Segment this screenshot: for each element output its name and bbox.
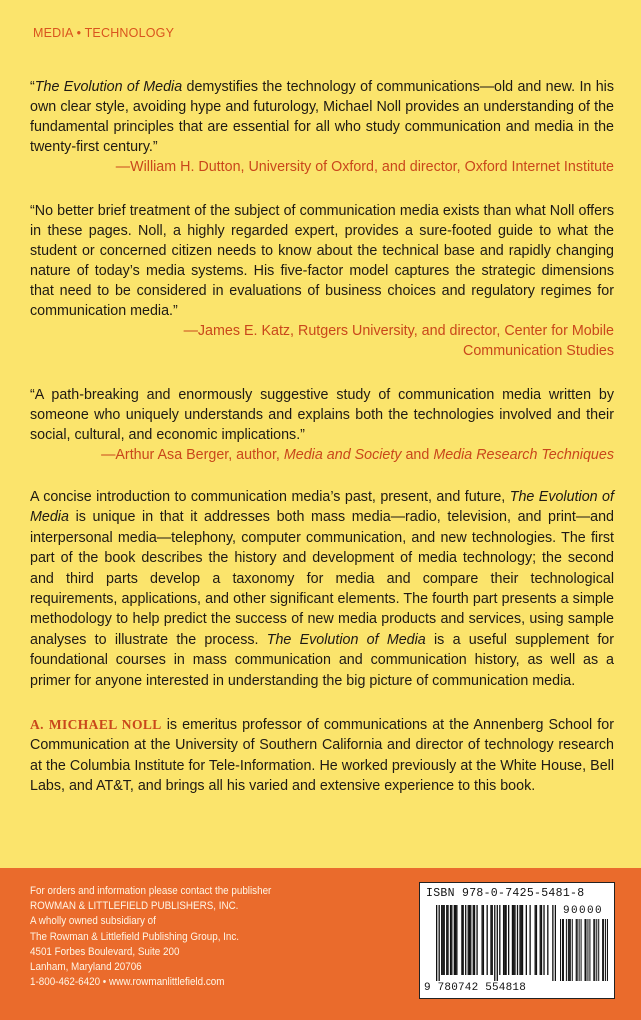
barcode-bar [450,905,451,975]
barcode-bar [547,905,548,975]
content-column [30,77,614,797]
addon-barcode-bar [577,919,578,981]
book-title: The Evolution of Media [30,489,614,526]
barcode-bar [513,905,514,975]
addon-barcode-bar [562,919,563,981]
blurb-quote: “The Evolution of Media demystifies the technology of communications—old and new. In his own clear style, avoiding hype and futurology, Michael Noll provides an understanding of the fundamental principles that are essential for all who study communication and media in the twenty-first century.” [30,79,615,155]
barcode-bar [519,905,520,975]
barcode-bar [494,905,495,981]
barcode-bar [536,905,537,975]
addon-barcode-bar [594,919,595,981]
barcode-bar [535,905,536,975]
addon-barcode-bar [585,919,586,981]
addon-barcode-bar [598,919,599,981]
barcode-bar [487,905,488,975]
barcode-bar [526,905,527,975]
barcode-bar [521,905,522,975]
addon-barcode-bar [593,919,594,981]
book-title: The Evolution of Media [266,631,426,648]
addon-barcode-bar [581,919,582,981]
ean-barcode-icon [436,905,556,981]
barcode-bar [508,905,509,975]
barcode-bar [540,905,541,975]
barcode-bar [514,905,515,975]
addon-barcode-bar [563,919,564,981]
addon-barcode-bar [602,919,603,981]
barcode-bar [503,905,504,975]
publisher-line: For orders and information please contact the publisher [30,885,272,897]
barcode-bar [474,905,475,975]
blurb-dutton [30,77,614,177]
barcode-bar [555,905,556,981]
blurb-attribution: —William H. Dutton, University of Oxford, and director, Oxford Internet Institute [115,159,614,175]
barcode-bar [481,905,482,975]
barcode-bar [447,905,448,975]
barcode-bar [529,905,530,975]
barcode-bar [490,905,491,975]
barcode-bar [455,905,456,975]
addon-barcode-bar [570,919,571,981]
barcode-bar [473,905,474,975]
publisher-line: ROWMAN & LITTLEFIELD PUBLISHERS, INC. [30,900,239,913]
addon-barcode-bar [607,919,608,981]
barcode-bar [499,905,500,975]
publisher-footer [0,868,641,1020]
publisher-line: The Rowman & Littlefield Publishing Group, Inc. [30,930,240,943]
category-label: MEDIA • TECHNOLOGY [33,26,175,40]
ean-digits: 9 780742 554818 [424,982,527,994]
blurb-katz [30,201,614,361]
publisher-line: A wholly owned subsidiary of [30,915,156,928]
barcode-bar [504,905,505,975]
addon-barcode-bar [576,919,577,981]
barcode-bar [543,905,544,975]
addon-barcode-bar [587,919,588,981]
blurb-quote: “A path-breaking and enormously suggestive study of communication media written by someone who uniquely understands and explains both the technologies involved and their social, cultural, and economic implications.” [30,387,614,443]
addon-barcode-bar [584,919,585,981]
barcode-bar [476,905,477,975]
barcode-bar [505,905,506,975]
barcode-bar [522,905,523,975]
barcode-bar [463,905,464,975]
barcode-bar [454,905,455,975]
barcode-bar [497,905,498,981]
barcode-bar [512,905,513,975]
publisher-line: 1-800-462-6420 • www.rowmanlittlefield.com [30,976,225,989]
author-bio: A. MICHAEL NOLL is emeritus professor of communications at the Annenberg School for Communication at the University of Southern California and director of technology research at the Columbia Institute for Tele-Information. He worked previously at the White House, Bell Labs, and AT&T, and brings all his varied and extensive experience to this book. [30,717,614,795]
price-addon-digits: 90000 [563,905,604,917]
barcode-bar [469,905,470,975]
blurb-quote: “No better brief treatment of the subject of communication media exists than what Noll offers in these pages. Noll, a highly regarded expert, provides a sure-footed guide to what the student or concerned citizen needs to know about the technical base and rapidly changing nature of today’s media systems. His five-factor model captures the strategic dimensions that need to be considered in evaluations of business choices and regulatory regimes for communication media.” [30,203,614,319]
barcode-bar [461,905,462,975]
barcode-bar [541,905,542,975]
addon-barcode-bar [566,919,567,981]
addon-barcode-bar [579,919,580,981]
barcode-bar [441,905,442,975]
publisher-line: Lanham, Maryland 20706 [30,961,142,974]
barcode-bar [451,905,452,975]
barcode-bar [552,905,553,981]
barcode-bar [444,905,445,975]
author-name: A. MICHAEL NOLL [30,717,162,733]
addon-barcode-bar [589,919,590,981]
barcode-bar [470,905,471,975]
addon-barcode-bar [572,919,573,981]
addon-barcode-icon [560,919,608,981]
publisher-info [30,884,271,990]
barcode-bar [483,905,484,975]
barcode-bar [439,905,440,981]
addon-barcode-bar [603,919,604,981]
barcode-bar [446,905,447,975]
blurb-attribution: —Arthur Asa Berger, author, Media and Society and Media Research Techniques [101,447,614,463]
barcode-bar [492,905,493,975]
isbn-label: ISBN 978-0-7425-5481-8 [426,887,585,900]
book-title: The Evolution of Media [34,79,183,95]
barcode-bar [436,905,437,981]
barcode-bar [517,905,518,975]
barcode-panel [419,882,615,999]
addon-barcode-bar [560,919,561,981]
barcode-bar [465,905,466,975]
blurb-berger [30,385,614,465]
addon-barcode-bar [569,919,570,981]
addon-barcode-bar [605,919,606,981]
addon-barcode-bar [568,919,569,981]
barcode-bar [468,905,469,975]
blurb-attribution: —James E. Katz, Rutgers University, and director, Center for Mobile Communication Studies [183,323,614,359]
publisher-line: 4501 Forbes Boulevard, Suite 200 [30,945,180,958]
book-description: A concise introduction to communication media’s past, present, and future, The Evolution of Media is unique in that it addresses both mass media—radio, television, and print—and interpersonal media—telephony, computer communication, and new technologies. The first part of the book describes the history and development of media technology; the second and third parts develop a taxonomy for media and compare their technological requirements, applications, and other significant elements. The fourth part presents a simple methodology to help predict the success of new media products and services, using sample analyses to illustrate the process. The Evolution of Media is a useful supplement for foundational courses in mass communication and communication history, as well as a primer for anyone interested in understanding the big picture of communication media. [30,489,615,689]
addon-barcode-bar [596,919,597,981]
barcode-bar [442,905,443,975]
barcode-bar [456,905,457,975]
